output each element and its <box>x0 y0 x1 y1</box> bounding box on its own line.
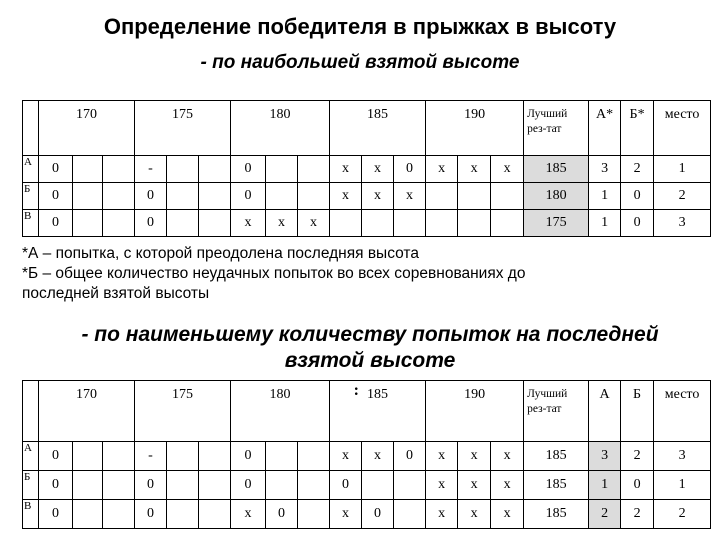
height-header: 180 <box>231 101 330 156</box>
attempt-cell <box>298 500 330 529</box>
attempt-cell <box>167 442 199 471</box>
attempt-cell: x <box>362 156 394 183</box>
height-header: 190 <box>426 101 524 156</box>
attempt-cell: 0 <box>135 183 167 210</box>
attempt-cell: x <box>458 500 491 529</box>
best-result-header: Лучший рез-тат <box>524 101 589 156</box>
attempt-cell <box>330 210 362 237</box>
attempt-cell <box>458 210 491 237</box>
attempt-cell: x <box>491 471 524 500</box>
attempt-cell <box>266 442 298 471</box>
attempt-cell <box>73 156 103 183</box>
height-header: 180 <box>231 381 330 442</box>
failures-b-cell: 2 <box>621 500 654 529</box>
best-result-cell: 175 <box>524 210 589 237</box>
note-a: *А – попытка, с которой преодолена последняя высота <box>22 245 419 262</box>
athlete-label: В <box>23 210 39 237</box>
note-b-line1: *Б – общее количество неудачных попыток во всех соревнованиях до <box>22 265 526 282</box>
attempt-cell <box>73 471 103 500</box>
attempt-cell: 0 <box>39 442 73 471</box>
failures-b-header: Б* <box>621 101 654 156</box>
best-result-header: Лучший рез-тат <box>524 381 589 442</box>
attempt-cell: x <box>458 156 491 183</box>
attempt-cell <box>491 183 524 210</box>
failures-b-header: Б <box>621 381 654 442</box>
corner-cell <box>23 101 39 156</box>
attempt-cell <box>167 500 199 529</box>
place-cell: 3 <box>654 210 711 237</box>
attempt-cell <box>298 442 330 471</box>
results-table-highest <box>22 100 711 237</box>
attempt-cell <box>103 156 135 183</box>
failures-b-cell: 2 <box>621 442 654 471</box>
attempt-cell: - <box>135 442 167 471</box>
best-result-cell: 185 <box>524 471 589 500</box>
attempt-cell: 0 <box>231 442 266 471</box>
header-row <box>23 381 711 442</box>
attempt-cell <box>426 183 458 210</box>
attempt-cell: 0 <box>266 500 298 529</box>
notes <box>22 244 712 304</box>
attempt-cell: 0 <box>39 183 73 210</box>
attempt-cell <box>458 183 491 210</box>
header-row <box>23 101 711 156</box>
attempt-cell <box>394 471 426 500</box>
place-header: место <box>654 101 711 156</box>
attempt-cell: 0 <box>330 471 362 500</box>
best-result-cell: 180 <box>524 183 589 210</box>
attempt-cell <box>167 183 199 210</box>
place-cell: 3 <box>654 442 711 471</box>
height-header: 170 <box>39 101 135 156</box>
attempt-cell: 0 <box>394 156 426 183</box>
attempt-cell <box>73 210 103 237</box>
height-header: 175 <box>135 381 231 442</box>
attempt-cell <box>167 210 199 237</box>
attempt-cell: x <box>491 156 524 183</box>
attempt-cell: x <box>426 500 458 529</box>
attempt-cell <box>103 442 135 471</box>
height-header: 175 <box>135 101 231 156</box>
section-title-fewest-attempts <box>60 322 680 374</box>
failures-b-cell: 0 <box>621 210 654 237</box>
attempt-cell: x <box>298 210 330 237</box>
place-header: место <box>654 381 711 442</box>
table-row <box>23 183 711 210</box>
attempt-a-header: А <box>589 381 621 442</box>
attempt-cell: x <box>330 183 362 210</box>
attempt-cell <box>167 471 199 500</box>
results-table-fewest-attempts <box>22 380 711 529</box>
table-row <box>23 210 711 237</box>
attempt-cell: x <box>458 442 491 471</box>
attempt-cell: x <box>231 210 266 237</box>
place-cell: 1 <box>654 471 711 500</box>
height-header: 185 <box>330 381 426 442</box>
attempt-cell <box>394 500 426 529</box>
section-title-line2: взятой высоте <box>284 349 456 372</box>
attempt-cell <box>362 471 394 500</box>
attempt-a-cell: 1 <box>589 471 621 500</box>
failures-b-cell: 0 <box>621 471 654 500</box>
attempt-cell: x <box>362 442 394 471</box>
attempt-cell <box>394 210 426 237</box>
attempt-cell <box>73 500 103 529</box>
attempt-cell: x <box>426 442 458 471</box>
place-cell: 2 <box>654 500 711 529</box>
attempt-a-cell: 1 <box>589 183 621 210</box>
attempt-cell: x <box>330 156 362 183</box>
attempt-cell: 0 <box>231 156 266 183</box>
attempt-cell: x <box>231 500 266 529</box>
height-header: 185 <box>330 101 426 156</box>
attempt-cell: 0 <box>39 500 73 529</box>
attempt-a-cell: 1 <box>589 210 621 237</box>
attempt-cell: 0 <box>135 210 167 237</box>
athlete-label: Б <box>23 183 39 210</box>
attempt-cell: 0 <box>39 471 73 500</box>
table-row <box>23 156 711 183</box>
attempt-cell: x <box>266 210 298 237</box>
attempt-cell <box>298 183 330 210</box>
athlete-label: Б <box>23 471 39 500</box>
athlete-label: В <box>23 500 39 529</box>
best-result-cell: 185 <box>524 442 589 471</box>
attempt-cell: 0 <box>394 442 426 471</box>
attempt-cell: x <box>362 183 394 210</box>
attempt-cell: 0 <box>39 156 73 183</box>
failures-b-cell: 0 <box>621 183 654 210</box>
attempt-a-header: А* <box>589 101 621 156</box>
attempt-cell: x <box>330 500 362 529</box>
table-row <box>23 500 711 529</box>
attempt-cell <box>362 210 394 237</box>
table-body <box>23 101 711 237</box>
attempt-cell <box>298 156 330 183</box>
height-header: 170 <box>39 381 135 442</box>
section-title-line1: - по наименьшему количеству попыток на последней <box>81 323 659 346</box>
section-title-highest: - по наибольшей взятой высоте <box>200 52 520 73</box>
best-result-cell: 185 <box>524 156 589 183</box>
attempt-cell: x <box>426 156 458 183</box>
attempt-cell <box>199 156 231 183</box>
table-row <box>23 442 711 471</box>
best-result-cell: 185 <box>524 500 589 529</box>
attempt-cell <box>199 500 231 529</box>
attempt-cell <box>266 156 298 183</box>
page-title: Определение победителя в прыжках в высоту <box>103 14 617 39</box>
attempt-cell <box>491 210 524 237</box>
attempt-cell <box>426 210 458 237</box>
attempt-cell <box>103 471 135 500</box>
attempt-cell: 0 <box>362 500 394 529</box>
attempt-a-cell: 2 <box>589 500 621 529</box>
attempt-cell: 0 <box>135 471 167 500</box>
height-header: 190 <box>426 381 524 442</box>
attempt-cell <box>266 471 298 500</box>
attempt-cell: x <box>426 471 458 500</box>
attempt-cell: x <box>491 442 524 471</box>
corner-cell <box>23 381 39 442</box>
attempt-cell: x <box>491 500 524 529</box>
attempt-cell <box>103 183 135 210</box>
athlete-label: А <box>23 156 39 183</box>
attempt-cell <box>266 183 298 210</box>
attempt-cell <box>167 156 199 183</box>
table-body <box>23 381 711 529</box>
attempt-cell: 0 <box>231 183 266 210</box>
attempt-cell <box>298 471 330 500</box>
place-cell: 2 <box>654 183 711 210</box>
attempt-cell: x <box>394 183 426 210</box>
attempt-cell <box>73 442 103 471</box>
attempt-cell <box>103 500 135 529</box>
attempt-cell <box>103 210 135 237</box>
attempt-cell: 0 <box>231 471 266 500</box>
attempt-cell: x <box>330 442 362 471</box>
attempt-cell <box>199 471 231 500</box>
attempt-cell <box>73 183 103 210</box>
attempt-cell: - <box>135 156 167 183</box>
attempt-a-cell: 3 <box>589 156 621 183</box>
attempt-a-cell: 3 <box>589 442 621 471</box>
note-b-line2: последней взятой высоты <box>22 285 210 302</box>
failures-b-cell: 2 <box>621 156 654 183</box>
place-cell: 1 <box>654 156 711 183</box>
attempt-cell: x <box>458 471 491 500</box>
attempt-cell: 0 <box>39 210 73 237</box>
athlete-label: А <box>23 442 39 471</box>
attempt-cell <box>199 183 231 210</box>
attempt-cell <box>199 442 231 471</box>
attempt-cell <box>199 210 231 237</box>
attempt-cell: 0 <box>135 500 167 529</box>
table-row <box>23 471 711 500</box>
